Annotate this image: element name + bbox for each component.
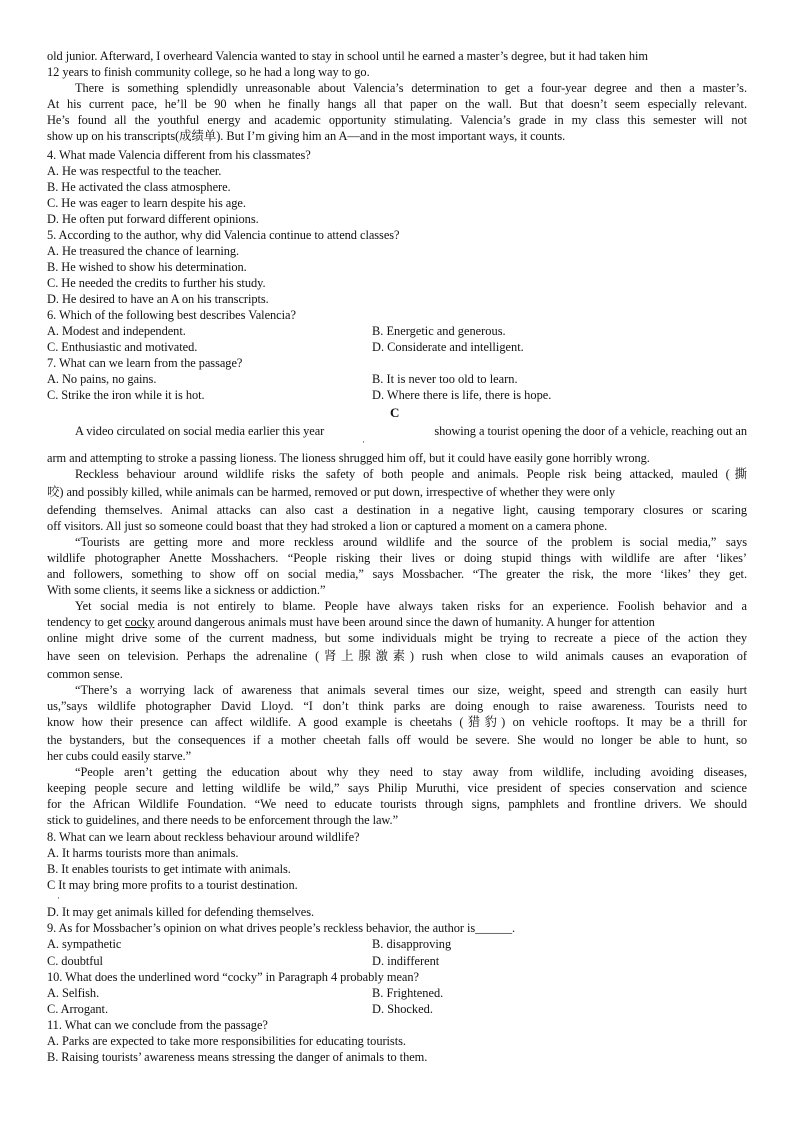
question-9-option-b: B. disapproving (372, 937, 452, 951)
question-10-option-b: B. Frightened. (372, 986, 444, 1000)
passage-c-line: wildlife photographer Anette Mosshachers. “People risking their lives or doing stupid things with wildlife are after ‘likes’ (47, 551, 747, 565)
passage-c-line: “Tourists are getting more and more reckless around wildlife and the source of the problem is social media,” says (75, 535, 747, 549)
question-7-option-d: D. Where there is life, there is hope. (372, 388, 552, 402)
passage-b-line: old junior. Afterward, I overheard Valencia wanted to stay in school until he earned a master’s degree, but it had taken him (47, 49, 648, 63)
passage-b-line: 12 years to finish community college, so he had a long way to go. (47, 65, 370, 79)
passage-c-line: know how their presence can affect wildlife. A good example is cheetahs (猎豹) on vehicle rooftops. It may be a thrill for (47, 715, 747, 729)
passage-c-line: the bystanders, but the consequences if a mother cheetah falls off would be severe. She would no longer be able to hunt, so (47, 733, 747, 747)
passage-c-line: for the African Wildlife Foundation. “We need to educate tourists through signs, pamphlets and frontline drivers. We should (47, 797, 747, 811)
question-5-option-d: D. He desired to have an A on his transcripts. (47, 292, 269, 306)
underlined-word-cocky: cocky (125, 615, 155, 629)
text-fragment: around dangerous animals must have been around since the dawn of humanity. A hunger for attention (154, 615, 655, 629)
question-6-option-b: B. Energetic and generous. (372, 324, 506, 338)
question-9-option-c: C. doubtful (47, 954, 103, 968)
passage-b-line: At his current pace, he’ll be 90 when he finally hangs all that paper on the wall. But that doesn’t seem especially relevant. (47, 97, 747, 111)
passage-c-line: and followers, something to show off on social media,” says Mossbacher. “The greater the risk, the more ‘likes’ they get. (47, 567, 747, 581)
passage-c-line: defending themselves. Animal attacks can also cast a destination in a negative light, causing temporary closures or scaring (47, 503, 747, 517)
passage-c-line (47, 614, 747, 630)
question-11-stem: 11. What can we conclude from the passage? (47, 1018, 268, 1032)
question-11-option-b: B. Raising tourists’ awareness means stressing the danger of animals to them. (47, 1050, 428, 1064)
passage-c-line: 咬) and possibly killed, while animals can be harmed, removed or put down, irrespective of whether they were only (47, 485, 615, 499)
passage-c-line: With some clients, it seems like a sickness or addiction.” (47, 583, 326, 597)
question-9-option-d: D. indifferent (372, 954, 440, 968)
passage-c-line: stick to guidelines, and there needs to be enforcement through the law.” (47, 813, 399, 827)
passage-b-line: There is something splendidly unreasonable about Valencia’s determination to get a four-year degree and then a master’s. (75, 81, 747, 95)
question-9-stem: 9. As for Mossbacher’s opinion on what drives people’s reckless behavior, the author is______. (47, 921, 516, 935)
question-10-option-a: A. Selfish. (47, 986, 100, 1000)
passage-c-line: Reckless behaviour around wildlife risks the safety of both people and animals. People risk being attacked, mauled (撕 (75, 467, 747, 481)
question-5-stem: 5. According to the author, why did Valencia continue to attend classes? (47, 228, 400, 242)
question-4-option-a: A. He was respectful to the teacher. (47, 164, 222, 178)
question-6-option-a: A. Modest and independent. (47, 324, 186, 338)
question-10-option-c: C. Arrogant. (47, 1002, 109, 1016)
question-7-option-a: A. No pains, no gains. (47, 372, 157, 386)
question-8-option-a: A. It harms tourists more than animals. (47, 846, 239, 860)
question-4-stem: 4. What made Valencia different from his classmates? (47, 148, 311, 162)
question-8-option-b: B. It enables tourists to get intimate with animals. (47, 862, 291, 876)
question-10-stem: 10. What does the underlined word “cocky” in Paragraph 4 probably mean? (47, 970, 419, 984)
passage-c-line: “People aren’t getting the education about why they need to stay away from wildlife, including avoiding diseases, (75, 765, 747, 779)
passage-b-line: show up on his transcripts(成绩单). But I’m giving him an A—and in the most important ways, it counts. (47, 129, 566, 143)
question-7-option-c: C. Strike the iron while it is hot. (47, 388, 205, 402)
passage-c-line: have seen on television. Perhaps the adrenaline (肾上腺激素) rush when close to wild animals causes an evaporation of (47, 649, 747, 663)
passage-b-line: He’s found all the youthful energy and academic opportunity stimulating. Valencia’s grade in my class this semester will not (47, 113, 747, 127)
passage-c-line: online might drive some of the current madness, but some individuals might be trying to recreate a piece of the action they (47, 631, 747, 645)
question-8-option-c: C It may bring more profits to a tourist destination. (47, 878, 298, 892)
question-5-option-a: A. He treasured the chance of learning. (47, 244, 240, 258)
stray-mark: · (57, 893, 60, 903)
question-9-option-a: A. sympathetic (47, 937, 122, 951)
question-10-option-d: D. Shocked. (372, 1002, 433, 1016)
question-11-option-a: A. Parks are expected to take more responsibilities for educating tourists. (47, 1034, 406, 1048)
passage-c-line: common sense. (47, 667, 123, 681)
passage-c-line: “There’s a worrying lack of awareness that animals several times our size, weight, speed and strength can easily hurt (75, 683, 747, 697)
passage-c-line: us,”says wildlife photographer David Lloyd. “I don’t think parks are doing enough to raise awareness. Tourists need to (47, 699, 747, 713)
question-5-option-b: B. He wished to show his determination. (47, 260, 247, 274)
text-fragment: tendency to get (47, 615, 125, 629)
question-6-stem: 6. Which of the following best describes Valencia? (47, 308, 296, 322)
stray-mark: · (362, 437, 365, 447)
question-5-option-c: C. He needed the credits to further his study. (47, 276, 266, 290)
passage-c-heading: C (390, 405, 400, 420)
question-4-option-d: D. He often put forward different opinions. (47, 212, 259, 226)
question-4-option-c: C. He was eager to learn despite his age. (47, 196, 246, 210)
question-7-option-b: B. It is never too old to learn. (372, 372, 518, 386)
passage-c-line: Yet social media is not entirely to blame. People have always taken risks for an experience. Foolish behavior and a (75, 599, 747, 613)
passage-c-line: showing a tourist opening the door of a vehicle, reaching out an (434, 424, 747, 438)
passage-c-line: her cubs could easily starve.” (47, 749, 192, 763)
passage-c-line: arm and attempting to stroke a passing lioness. The lioness shrugged him off, but it could have easily gone horribly wrong. (47, 451, 650, 465)
passage-c-line: A video circulated on social media earlier this year (75, 424, 325, 438)
question-8-stem: 8. What can we learn about reckless behaviour around wildlife? (47, 830, 360, 844)
passage-c-line: off visitors. All just so someone could boast that they had stroked a lion or captured a moment on a camera phone. (47, 519, 608, 533)
passage-c-line: keeping people secure and letting wildlife be wild,” says Philip Muruthi, vice president of species conservation and science (47, 781, 747, 795)
question-4-option-b: B. He activated the class atmosphere. (47, 180, 231, 194)
question-8-option-d: D. It may get animals killed for defending themselves. (47, 905, 315, 919)
question-6-option-c: C. Enthusiastic and motivated. (47, 340, 198, 354)
question-7-stem: 7. What can we learn from the passage? (47, 356, 243, 370)
question-6-option-d: D. Considerate and intelligent. (372, 340, 524, 354)
